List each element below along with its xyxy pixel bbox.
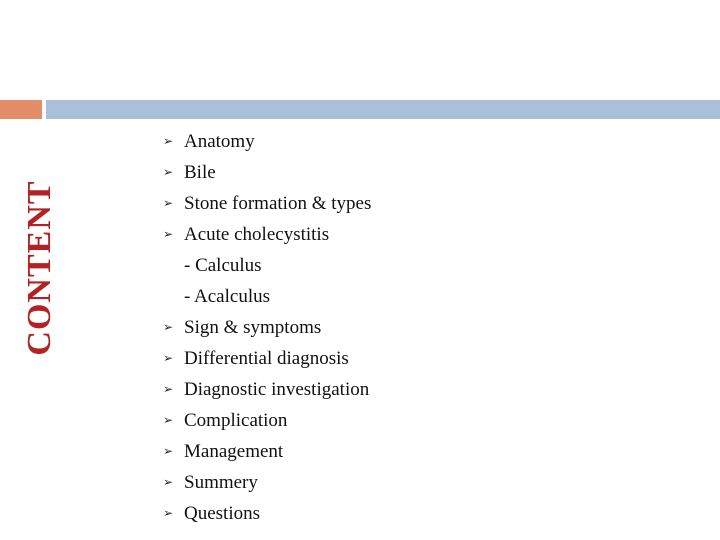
list-item-text: Bile bbox=[184, 162, 216, 183]
arrowhead-bullet-icon: ➢ bbox=[163, 506, 174, 520]
arrowhead-bullet-icon: ➢ bbox=[163, 351, 174, 365]
accent-bar-orange bbox=[0, 100, 42, 119]
list-item-text: Diagnostic investigation bbox=[184, 379, 370, 400]
list-item-text: Management bbox=[184, 441, 284, 462]
list-item-text: Sign & symptoms bbox=[184, 317, 322, 338]
list-item-text: Differential diagnosis bbox=[184, 348, 349, 369]
list-item bbox=[163, 405, 371, 436]
content-list bbox=[163, 126, 371, 529]
list-item bbox=[163, 374, 371, 405]
list-item bbox=[163, 312, 371, 343]
list-item bbox=[163, 126, 371, 157]
list-item-text: Complication bbox=[184, 410, 288, 431]
list-item bbox=[163, 467, 371, 498]
arrowhead-bullet-icon: ➢ bbox=[163, 165, 174, 179]
list-item bbox=[163, 219, 371, 250]
list-item-text: - Acalculus bbox=[184, 286, 271, 307]
accent-bar-blue bbox=[46, 100, 720, 119]
arrowhead-bullet-icon: ➢ bbox=[163, 134, 174, 148]
list-item-text: Acute cholecystitis bbox=[184, 224, 330, 245]
arrowhead-bullet-icon: ➢ bbox=[163, 227, 174, 241]
list-item-text: Anatomy bbox=[184, 131, 255, 152]
arrowhead-bullet-icon: ➢ bbox=[163, 196, 174, 210]
arrowhead-bullet-icon: ➢ bbox=[163, 320, 174, 334]
list-item bbox=[163, 281, 371, 312]
list-item bbox=[163, 498, 371, 529]
list-item-text: - Calculus bbox=[184, 255, 262, 276]
list-item bbox=[163, 188, 371, 219]
list-item-text: Summery bbox=[184, 472, 258, 493]
arrowhead-bullet-icon: ➢ bbox=[163, 382, 174, 396]
list-item bbox=[163, 436, 371, 467]
list-item-text: Stone formation & types bbox=[184, 193, 372, 214]
arrowhead-bullet-icon: ➢ bbox=[163, 413, 174, 427]
list-item bbox=[163, 250, 371, 281]
slide-title: CONTENT bbox=[21, 180, 58, 356]
list-item-text: Questions bbox=[184, 503, 260, 524]
list-item bbox=[163, 157, 371, 188]
list-item bbox=[163, 343, 371, 374]
arrowhead-bullet-icon: ➢ bbox=[163, 475, 174, 489]
arrowhead-bullet-icon: ➢ bbox=[163, 444, 174, 458]
